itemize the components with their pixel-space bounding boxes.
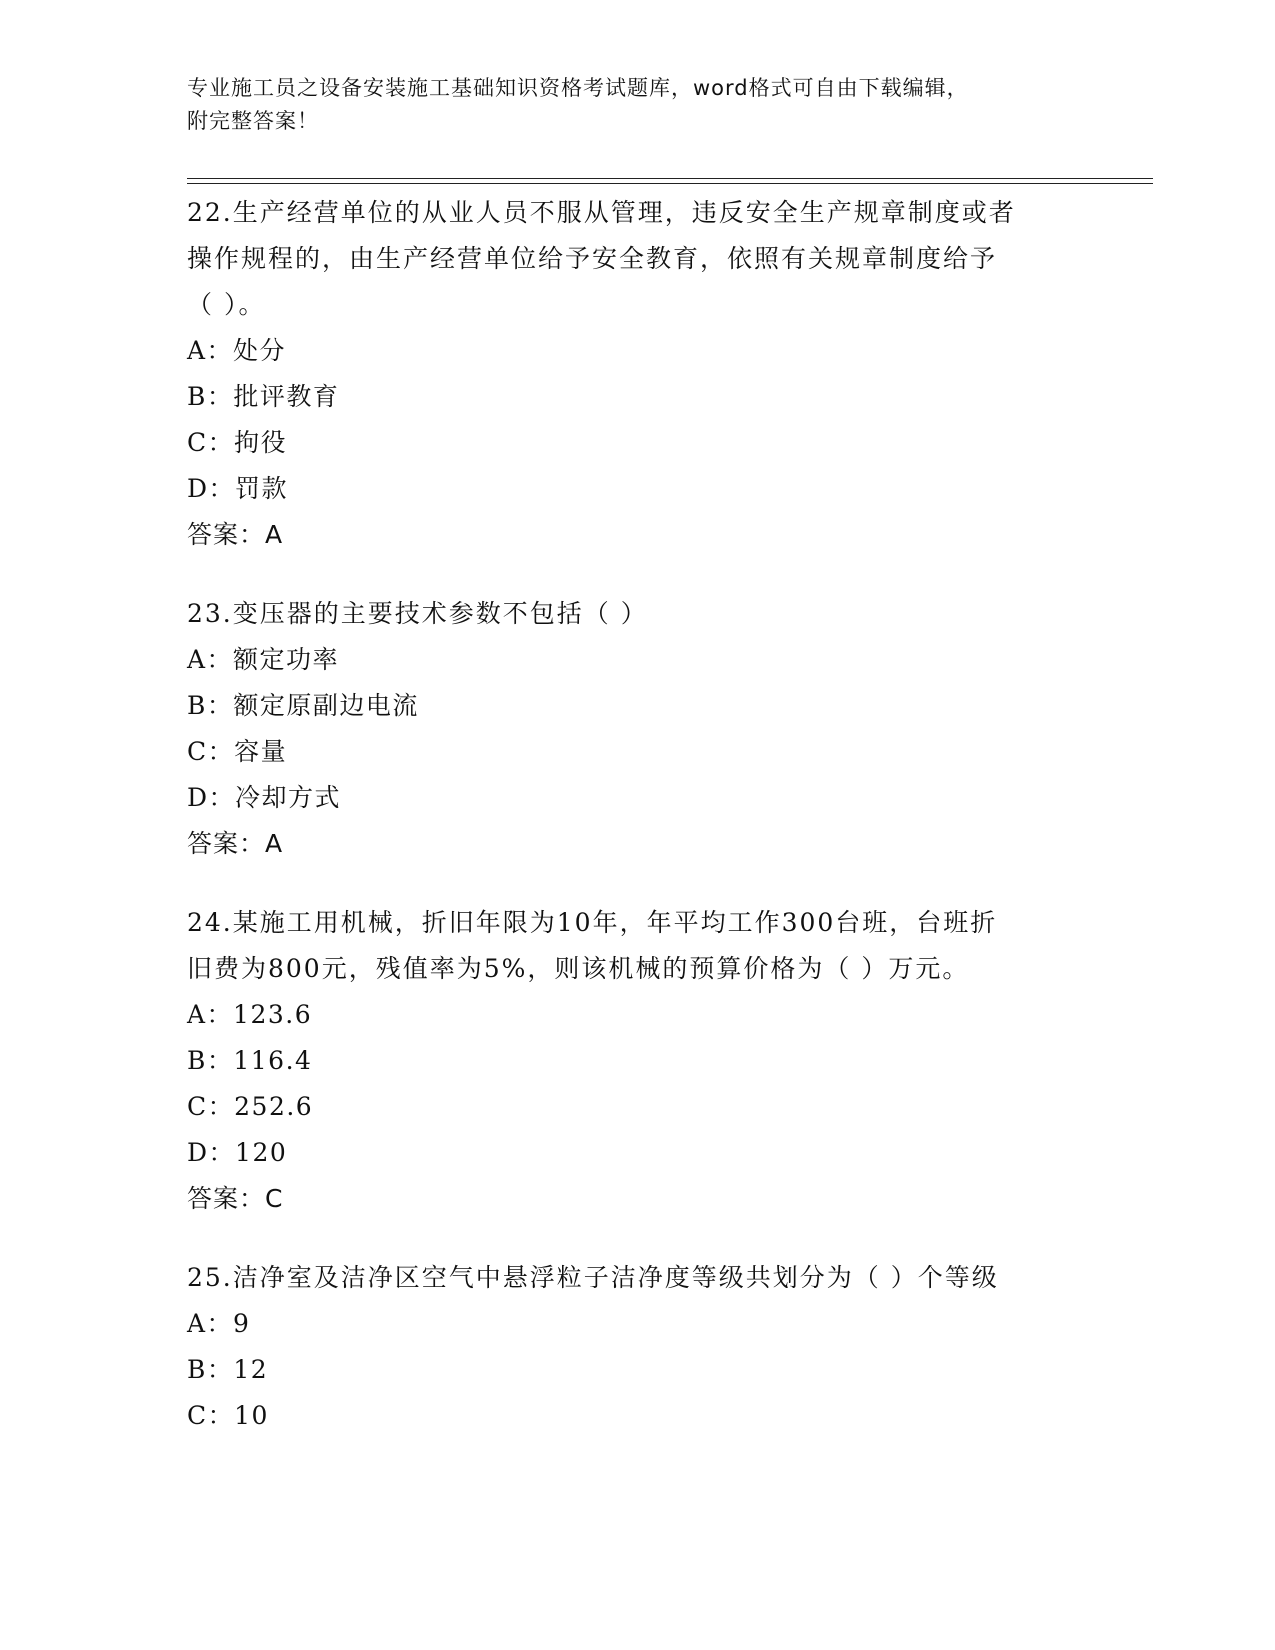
option-a: A：123.6 [187, 1000, 313, 1029]
option-b: B：12 [187, 1355, 269, 1384]
option-d: D：120 [187, 1138, 288, 1167]
header-line-2: 附完整答案！ [187, 109, 319, 133]
option-a: A：9 [187, 1309, 251, 1338]
question-stem-line: 23.变压器的主要技术参数不包括（ ） [187, 599, 648, 628]
question-stem-line: 25.洁净室及洁净区空气中悬浮粒子洁净度等级共划分为（ ）个等级 [187, 1263, 999, 1292]
answer-line: 答案：C [187, 1184, 284, 1213]
option-a: A：额定功率 [187, 645, 340, 674]
option-d: D：冷却方式 [187, 783, 342, 812]
option-d: D：罚款 [187, 474, 289, 503]
question-24 [187, 900, 1087, 1222]
question-stem-line: 22.生产经营单位的从业人员不服从管理，违反安全生产规章制度或者 [187, 198, 1016, 227]
question-23 [187, 591, 1087, 867]
option-b: B：116.4 [187, 1046, 313, 1075]
option-c: C：拘役 [187, 428, 288, 457]
option-b: B：批评教育 [187, 382, 340, 411]
header-divider-bottom [187, 183, 1153, 184]
answer-line: 答案：A [187, 829, 284, 858]
header-divider-top [187, 178, 1153, 179]
option-a: A：处分 [187, 336, 287, 365]
option-c: C：10 [187, 1401, 269, 1430]
question-25 [187, 1255, 1087, 1439]
option-c: C：容量 [187, 737, 288, 766]
option-c: C：252.6 [187, 1092, 314, 1121]
answer-line: 答案：A [187, 520, 284, 549]
question-stem-line: 24.某施工用机械，折旧年限为10年，年平均工作300台班，台班折 [187, 908, 998, 937]
option-b: B：额定原副边电流 [187, 691, 419, 720]
header-line-1: 专业施工员之设备安装施工基础知识资格考试题库，word格式可自由下载编辑， [187, 76, 969, 100]
question-stem-line: （ ）。 [187, 290, 266, 319]
question-list [187, 190, 1087, 1472]
question-stem-line: 操作规程的，由生产经营单位给予安全教育，依照有关规章制度给予 [187, 244, 998, 273]
question-stem-line: 旧费为800元，残值率为5%，则该机械的预算价格为（ ）万元。 [187, 954, 970, 983]
question-22 [187, 190, 1087, 558]
document-header [187, 72, 1147, 138]
